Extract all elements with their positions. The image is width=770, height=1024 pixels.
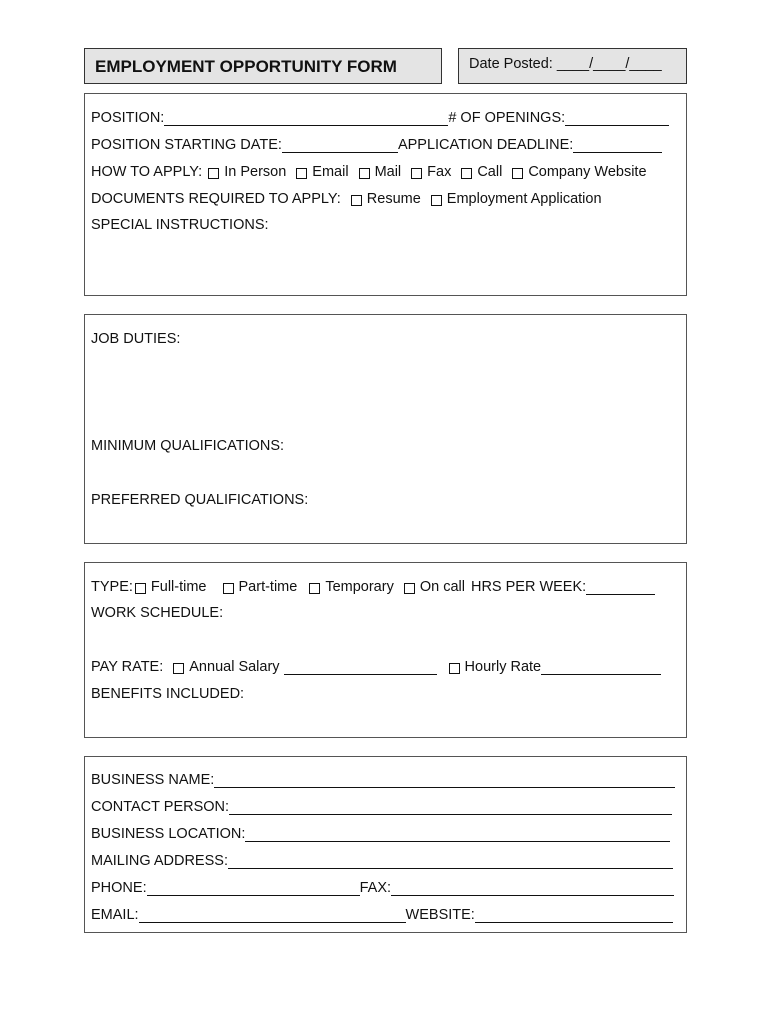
how-to-apply-label: HOW TO APPLY: <box>91 164 203 180</box>
email-field[interactable] <box>139 908 406 923</box>
fax-checkbox[interactable] <box>411 168 422 179</box>
on-call-checkbox[interactable] <box>404 583 415 594</box>
company-website-label: Company Website <box>528 164 647 180</box>
part-time-label: Part-time <box>238 579 298 595</box>
business-location-row <box>91 824 670 842</box>
temporary-checkbox[interactable] <box>309 583 320 594</box>
phone-field[interactable] <box>147 881 360 896</box>
hourly-rate-checkbox[interactable] <box>449 663 460 674</box>
position-row <box>91 108 669 126</box>
hrs-per-week-label: HRS PER WEEK: <box>470 579 587 595</box>
mailing-address-row <box>91 851 673 869</box>
phone-fax-row <box>91 878 674 896</box>
start-date-field[interactable] <box>282 138 398 153</box>
email-website-row <box>91 905 673 923</box>
date-posted-field[interactable]: Date Posted: ____/____/____ <box>458 48 687 84</box>
job-duties-section <box>84 314 687 544</box>
job-duties-label: JOB DUTIES: <box>91 331 181 347</box>
mailing-address-field[interactable] <box>228 854 673 869</box>
contact-person-row <box>91 797 672 815</box>
call-label: Call <box>477 164 503 180</box>
pay-rate-label: PAY RATE: <box>91 659 164 675</box>
full-time-label: Full-time <box>150 579 207 595</box>
openings-field[interactable] <box>565 111 669 126</box>
form-title: EMPLOYMENT OPPORTUNITY FORM <box>84 48 442 84</box>
mail-checkbox[interactable] <box>359 168 370 179</box>
start-date-label: POSITION STARTING DATE: <box>91 137 282 153</box>
part-time-checkbox[interactable] <box>223 583 234 594</box>
company-website-checkbox[interactable] <box>512 168 523 179</box>
fax-label: Fax <box>427 164 452 180</box>
resume-label: Resume <box>366 191 421 207</box>
resume-checkbox[interactable] <box>351 195 362 206</box>
mail-label: Mail <box>374 164 402 180</box>
employment-application-label: Employment Application <box>446 191 602 207</box>
hourly-rate-label: Hourly Rate <box>464 659 542 675</box>
full-time-checkbox[interactable] <box>135 583 146 594</box>
benefits-label: BENEFITS INCLUDED: <box>91 686 245 702</box>
in-person-label: In Person <box>224 164 287 180</box>
type-label: TYPE: <box>91 579 133 595</box>
business-name-field[interactable] <box>214 773 675 788</box>
hrs-per-week-field[interactable] <box>586 580 655 595</box>
business-name-row <box>91 770 675 788</box>
documents-row <box>91 189 602 207</box>
phone-label: PHONE: <box>91 880 147 896</box>
email-field-label: EMAIL: <box>91 907 139 923</box>
on-call-label: On call <box>419 579 465 595</box>
business-name-label: BUSINESS NAME: <box>91 772 215 788</box>
work-schedule-label: WORK SCHEDULE: <box>91 605 224 621</box>
website-field[interactable] <box>475 908 673 923</box>
hourly-rate-field[interactable] <box>541 660 661 675</box>
deadline-field[interactable] <box>573 138 662 153</box>
business-location-field[interactable] <box>245 827 670 842</box>
email-checkbox[interactable] <box>296 168 307 179</box>
special-instructions-label: SPECIAL INSTRUCTIONS: <box>91 217 269 233</box>
pref-qualifications-label: PREFERRED QUALIFICATIONS: <box>91 492 309 508</box>
annual-salary-checkbox[interactable] <box>173 663 184 674</box>
website-label: WEBSITE: <box>405 907 475 923</box>
start-date-row <box>91 135 662 153</box>
how-to-apply-row <box>91 162 647 180</box>
annual-salary-field[interactable] <box>284 660 437 675</box>
temporary-label: Temporary <box>325 579 394 595</box>
email-label: Email <box>312 164 349 180</box>
in-person-checkbox[interactable] <box>208 168 219 179</box>
annual-salary-label: Annual Salary <box>189 659 280 675</box>
position-label: POSITION: <box>91 110 165 126</box>
contact-person-label: CONTACT PERSON: <box>91 799 230 815</box>
business-location-label: BUSINESS LOCATION: <box>91 826 246 842</box>
deadline-label: APPLICATION DEADLINE: <box>397 137 574 153</box>
call-checkbox[interactable] <box>461 168 472 179</box>
fax-field-label: FAX: <box>359 880 392 896</box>
fax-field[interactable] <box>391 881 674 896</box>
contact-person-field[interactable] <box>229 800 672 815</box>
type-row <box>91 577 655 595</box>
documents-label: DOCUMENTS REQUIRED TO APPLY: <box>91 191 341 207</box>
employment-application-checkbox[interactable] <box>431 195 442 206</box>
openings-label: # OF OPENINGS: <box>448 110 566 126</box>
mailing-address-label: MAILING ADDRESS: <box>91 853 228 869</box>
pay-rate-row <box>91 657 661 675</box>
position-field[interactable] <box>164 111 448 126</box>
min-qualifications-label: MINIMUM QUALIFICATIONS: <box>91 438 285 454</box>
